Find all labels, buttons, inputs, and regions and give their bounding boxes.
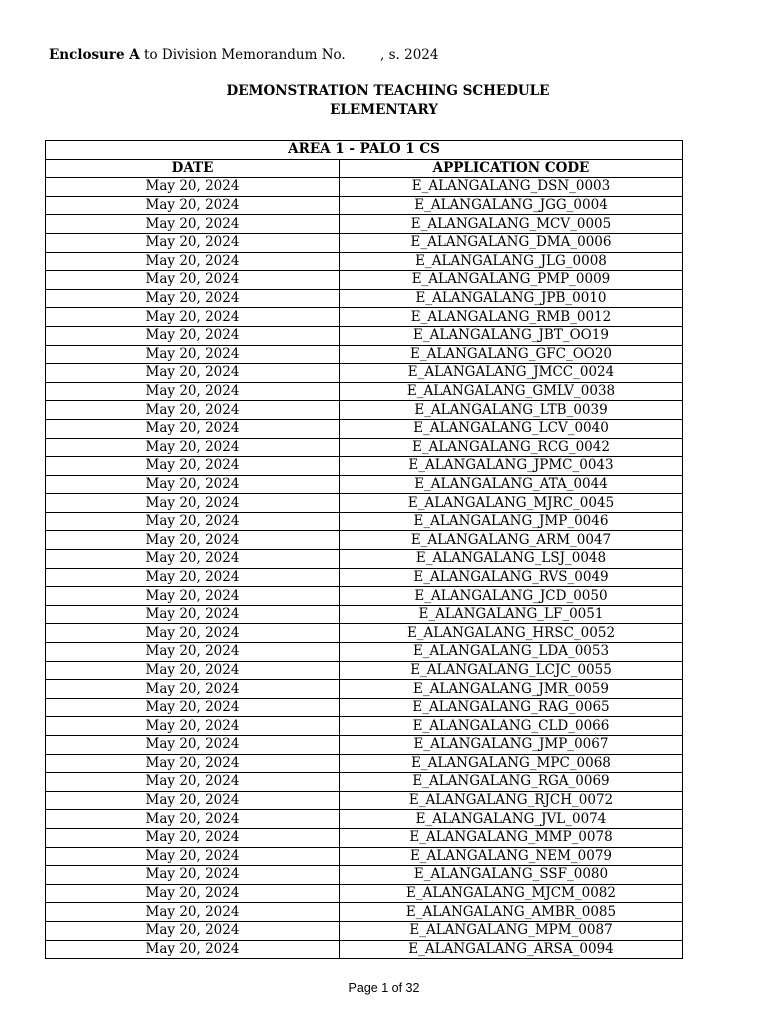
table-row xyxy=(46,178,683,197)
date-cell: May 20, 2024 xyxy=(46,252,340,271)
table-row xyxy=(46,550,683,569)
table-row xyxy=(46,252,683,271)
table-row xyxy=(46,903,683,922)
date-cell: May 20, 2024 xyxy=(46,401,340,420)
application-code-cell: E_ALANGALANG_JMR_0059 xyxy=(340,680,683,699)
application-code-cell: E_ALANGALANG_RMB_0012 xyxy=(340,308,683,327)
table-row xyxy=(46,754,683,773)
application-code-cell: E_ALANGALANG_JLG_0008 xyxy=(340,252,683,271)
page-number: Page 1 of 32 xyxy=(348,981,420,995)
date-cell: May 20, 2024 xyxy=(46,326,340,345)
column-header-row xyxy=(46,159,683,178)
application-code-cell: E_ALANGALANG_RGA_0069 xyxy=(340,773,683,792)
date-cell: May 20, 2024 xyxy=(46,847,340,866)
application-code-cell: E_ALANGALANG_DMA_0006 xyxy=(340,233,683,252)
table-row xyxy=(46,382,683,401)
application-code-cell: E_ALANGALANG_JMCC_0024 xyxy=(340,364,683,383)
date-cell: May 20, 2024 xyxy=(46,866,340,885)
date-cell: May 20, 2024 xyxy=(46,178,340,197)
table-row xyxy=(46,624,683,643)
enclosure-line xyxy=(49,47,438,63)
schedule-body xyxy=(46,178,683,959)
document-title: DEMONSTRATION TEACHING SCHEDULE xyxy=(226,83,550,99)
date-cell: May 20, 2024 xyxy=(46,308,340,327)
application-code-cell: E_ALANGALANG_GMLV_0038 xyxy=(340,382,683,401)
table-row xyxy=(46,866,683,885)
date-cell: May 20, 2024 xyxy=(46,382,340,401)
table-row xyxy=(46,847,683,866)
area-header: AREA 1 - PALO 1 CS xyxy=(46,141,683,160)
date-cell: May 20, 2024 xyxy=(46,587,340,606)
document-subtitle: ELEMENTARY xyxy=(330,102,438,118)
table-row xyxy=(46,531,683,550)
schedule-table xyxy=(45,140,683,959)
date-cell: May 20, 2024 xyxy=(46,624,340,643)
date-cell: May 20, 2024 xyxy=(46,773,340,792)
date-cell: May 20, 2024 xyxy=(46,810,340,829)
application-code-cell: E_ALANGALANG_MPM_0087 xyxy=(340,921,683,940)
application-code-cell: E_ALANGALANG_RVS_0049 xyxy=(340,568,683,587)
table-row xyxy=(46,791,683,810)
application-code-cell: E_ALANGALANG_GFC_OO20 xyxy=(340,345,683,364)
date-cell: May 20, 2024 xyxy=(46,345,340,364)
application-code-cell: E_ALANGALANG_LCV_0040 xyxy=(340,419,683,438)
date-cell: May 20, 2024 xyxy=(46,438,340,457)
application-code-cell: E_ALANGALANG_RCG_0042 xyxy=(340,438,683,457)
date-cell: May 20, 2024 xyxy=(46,568,340,587)
table-row xyxy=(46,828,683,847)
date-cell: May 20, 2024 xyxy=(46,531,340,550)
date-cell: May 20, 2024 xyxy=(46,271,340,290)
application-code-cell: E_ALANGALANG_MJCM_0082 xyxy=(340,884,683,903)
application-code-cell: E_ALANGALANG_JMP_0067 xyxy=(340,736,683,755)
application-code-cell: E_ALANGALANG_JGG_0004 xyxy=(340,196,683,215)
date-cell: May 20, 2024 xyxy=(46,903,340,922)
table-row xyxy=(46,940,683,959)
table-row xyxy=(46,289,683,308)
table-row xyxy=(46,587,683,606)
application-code-cell: E_ALANGALANG_LSJ_0048 xyxy=(340,550,683,569)
table-row xyxy=(46,736,683,755)
table-row xyxy=(46,438,683,457)
application-code-cell: E_ALANGALANG_NEM_0079 xyxy=(340,847,683,866)
application-code-cell: E_ALANGALANG_LTB_0039 xyxy=(340,401,683,420)
table-row xyxy=(46,215,683,234)
table-row xyxy=(46,364,683,383)
table-row xyxy=(46,271,683,290)
table-row xyxy=(46,475,683,494)
table-row xyxy=(46,326,683,345)
date-cell: May 20, 2024 xyxy=(46,196,340,215)
application-code-cell: E_ALANGALANG_ARSA_0094 xyxy=(340,940,683,959)
table-row xyxy=(46,457,683,476)
table-row xyxy=(46,773,683,792)
application-code-cell: E_ALANGALANG_MJRC_0045 xyxy=(340,494,683,513)
date-cell: May 20, 2024 xyxy=(46,717,340,736)
enclosure-text: to Division Memorandum No. , s. 2024 xyxy=(139,47,439,63)
application-code-cell: E_ALANGALANG_LCJC_0055 xyxy=(340,661,683,680)
date-cell: May 20, 2024 xyxy=(46,215,340,234)
application-code-cell: E_ALANGALANG_LF_0051 xyxy=(340,605,683,624)
table-row xyxy=(46,233,683,252)
table-row xyxy=(46,680,683,699)
area-row xyxy=(46,141,683,160)
date-column-header: DATE xyxy=(46,159,340,178)
date-cell: May 20, 2024 xyxy=(46,791,340,810)
code-column-header: APPLICATION CODE xyxy=(340,159,683,178)
date-cell: May 20, 2024 xyxy=(46,643,340,662)
application-code-cell: E_ALANGALANG_JBT_OO19 xyxy=(340,326,683,345)
table-row xyxy=(46,196,683,215)
application-code-cell: E_ALANGALANG_DSN_0003 xyxy=(340,178,683,197)
application-code-cell: E_ALANGALANG_ARM_0047 xyxy=(340,531,683,550)
date-cell: May 20, 2024 xyxy=(46,698,340,717)
table-row xyxy=(46,661,683,680)
application-code-cell: E_ALANGALANG_MPC_0068 xyxy=(340,754,683,773)
application-code-cell: E_ALANGALANG_CLD_0066 xyxy=(340,717,683,736)
table-row xyxy=(46,643,683,662)
application-code-cell: E_ALANGALANG_HRSC_0052 xyxy=(340,624,683,643)
table-row xyxy=(46,568,683,587)
table-row xyxy=(46,512,683,531)
application-code-cell: E_ALANGALANG_MMP_0078 xyxy=(340,828,683,847)
date-cell: May 20, 2024 xyxy=(46,736,340,755)
table-row xyxy=(46,921,683,940)
date-cell: May 20, 2024 xyxy=(46,605,340,624)
table-row xyxy=(46,401,683,420)
date-cell: May 20, 2024 xyxy=(46,457,340,476)
date-cell: May 20, 2024 xyxy=(46,550,340,569)
date-cell: May 20, 2024 xyxy=(46,419,340,438)
application-code-cell: E_ALANGALANG_MCV_0005 xyxy=(340,215,683,234)
table-row xyxy=(46,884,683,903)
date-cell: May 20, 2024 xyxy=(46,512,340,531)
date-cell: May 20, 2024 xyxy=(46,494,340,513)
application-code-cell: E_ALANGALANG_JMP_0046 xyxy=(340,512,683,531)
date-cell: May 20, 2024 xyxy=(46,884,340,903)
application-code-cell: E_ALANGALANG_JVL_0074 xyxy=(340,810,683,829)
date-cell: May 20, 2024 xyxy=(46,921,340,940)
date-cell: May 20, 2024 xyxy=(46,940,340,959)
table-row xyxy=(46,494,683,513)
application-code-cell: E_ALANGALANG_RAG_0065 xyxy=(340,698,683,717)
application-code-cell: E_ALANGALANG_RJCH_0072 xyxy=(340,791,683,810)
date-cell: May 20, 2024 xyxy=(46,661,340,680)
date-cell: May 20, 2024 xyxy=(46,475,340,494)
table-row xyxy=(46,717,683,736)
table-row xyxy=(46,698,683,717)
application-code-cell: E_ALANGALANG_JPB_0010 xyxy=(340,289,683,308)
date-cell: May 20, 2024 xyxy=(46,364,340,383)
table-row xyxy=(46,605,683,624)
enclosure-label: Enclosure A xyxy=(49,47,140,63)
date-cell: May 20, 2024 xyxy=(46,754,340,773)
table-row xyxy=(46,419,683,438)
application-code-cell: E_ALANGALANG_JCD_0050 xyxy=(340,587,683,606)
application-code-cell: E_ALANGALANG_JPMC_0043 xyxy=(340,457,683,476)
application-code-cell: E_ALANGALANG_AMBR_0085 xyxy=(340,903,683,922)
date-cell: May 20, 2024 xyxy=(46,680,340,699)
application-code-cell: E_ALANGALANG_PMP_0009 xyxy=(340,271,683,290)
date-cell: May 20, 2024 xyxy=(46,289,340,308)
table-row xyxy=(46,345,683,364)
application-code-cell: E_ALANGALANG_ATA_0044 xyxy=(340,475,683,494)
date-cell: May 20, 2024 xyxy=(46,233,340,252)
application-code-cell: E_ALANGALANG_SSF_0080 xyxy=(340,866,683,885)
table-row xyxy=(46,810,683,829)
date-cell: May 20, 2024 xyxy=(46,828,340,847)
application-code-cell: E_ALANGALANG_LDA_0053 xyxy=(340,643,683,662)
table-row xyxy=(46,308,683,327)
